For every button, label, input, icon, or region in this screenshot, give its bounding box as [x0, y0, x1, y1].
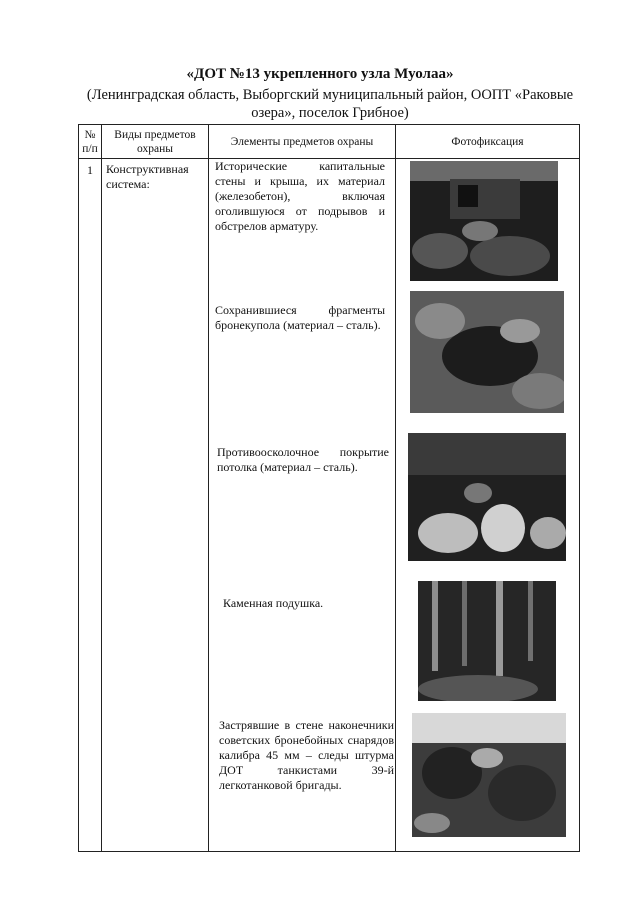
table-header-row: [79, 125, 580, 159]
row-number: 1: [79, 159, 102, 852]
element-walls-text: Исторические капитальные стены и крыша, их материал (железобетон), включая оголившуюся от подрывов и обстрелов арматуру.: [215, 159, 385, 233]
protection-table: [78, 124, 580, 852]
document-title: «ДОТ №13 укрепленного узла Муолаа»: [186, 66, 454, 82]
subtitle-line-2: озера», поселок Грибное): [251, 105, 409, 121]
row-elements: [209, 159, 396, 852]
subtitle-line-1: (Ленинградская область, Выборгский муниципальный район, ООПТ «Раковые: [86, 87, 574, 103]
header-elements: Элементы предметов охраны: [209, 125, 396, 159]
header-num: № п/п: [79, 125, 102, 159]
photo-ceiling-cover-icon: [408, 433, 566, 561]
document-subtitle: [80, 86, 580, 122]
element-cushion-text: Каменная подушка.: [223, 596, 324, 610]
header-photo: Фотофиксация: [396, 125, 580, 159]
header-kind: Виды предметов охраны: [102, 125, 209, 159]
photo-concrete-ruins-icon: [410, 161, 558, 281]
photo-stone-cushion-icon: [418, 581, 556, 701]
photo-armor-cupola-icon: [410, 291, 564, 413]
photo-shell-tips-icon: [412, 713, 566, 837]
element-cupola-text: Сохранившиеся фрагменты бронекупола (материал – сталь).: [215, 303, 385, 332]
row-kind: Конструктивная система:: [102, 159, 209, 852]
element-ceiling-text: Противоосколочное покрытие потолка (материал – сталь).: [217, 445, 389, 474]
table-row: [79, 159, 580, 852]
row-photos: [396, 159, 580, 852]
element-shells-text: Застрявшие в стене наконечники советских бронебойных снарядов калибра 45 мм – следы штурма ДОТ танкистами 39-й легкотанковой бригады.: [219, 718, 394, 792]
